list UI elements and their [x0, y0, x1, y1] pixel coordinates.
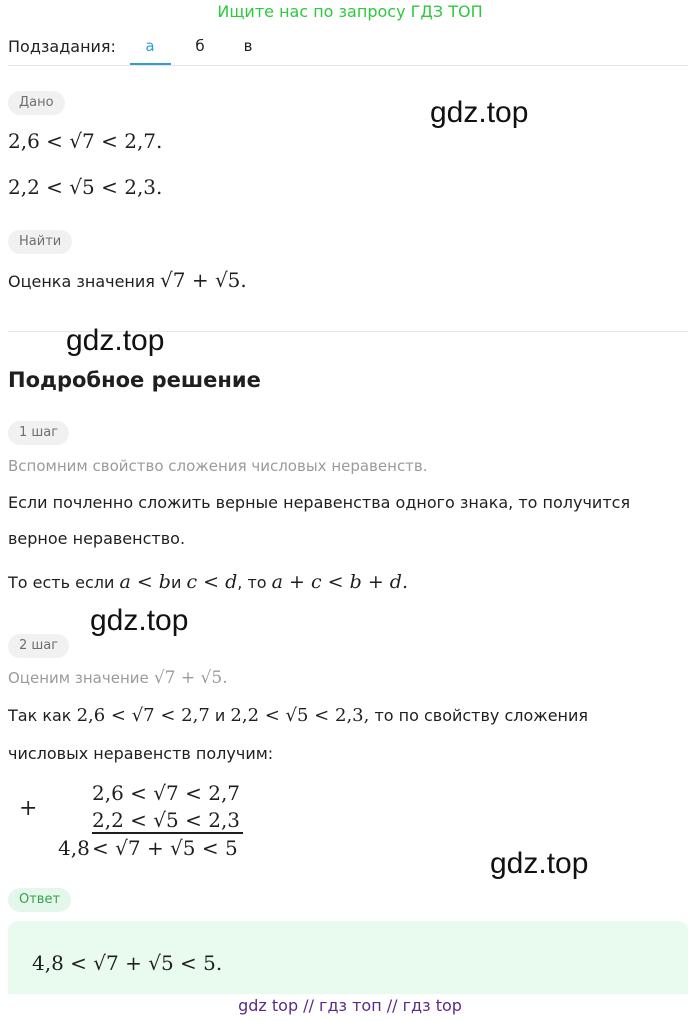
- rule-prefix: То есть если: [8, 573, 115, 592]
- tab-b[interactable]: б: [195, 37, 205, 55]
- tabs-divider: [8, 65, 688, 66]
- sum-plus-sign: +: [19, 796, 38, 821]
- answer-chip: Ответ: [8, 888, 71, 912]
- step-2-hint-expression: √7 + √5.: [153, 668, 228, 688]
- step-2-hint: [8, 668, 228, 688]
- sum-row-2: 2,2 < √5 < 2,3: [92, 808, 241, 832]
- tab-a[interactable]: а: [145, 37, 155, 55]
- solution-heading: Подробное решение: [8, 368, 261, 392]
- rule-then: , то: [237, 573, 267, 592]
- rule-and: и: [170, 573, 182, 592]
- given-inequality-1: 2,6 < √7 < 2,7.: [8, 129, 163, 153]
- given-chip: Дано: [8, 91, 65, 115]
- conclusion-line-2: числовых неравенств получим:: [8, 744, 274, 763]
- tab-v[interactable]: в: [243, 37, 253, 55]
- conclusion-line-1: то по свойству сложения: [374, 706, 589, 725]
- find-chip: Найти: [8, 230, 72, 254]
- find-expression: √7 + √5.: [160, 268, 247, 292]
- since-inequality-1: 2,6 < √7 < 2,7: [76, 705, 210, 726]
- rule-result: a + c < b + d.: [271, 571, 409, 593]
- step-1-rule: [8, 571, 408, 593]
- since-text: Так как: [8, 706, 72, 725]
- since-inequality-2: 2,2 < √5 < 2,3,: [230, 705, 370, 726]
- footer-links[interactable]: gdz top // гдз топ // гдз top: [238, 996, 462, 1015]
- step-1-text-line-1: Если почленно сложить верные неравенства одного знака, то получится: [8, 493, 631, 512]
- rule-condition-1: a < b: [119, 571, 171, 593]
- step-2-since-line: [8, 705, 588, 726]
- step-1-text-line-2: верное неравенство.: [8, 529, 186, 548]
- rule-condition-2: c < d: [186, 571, 238, 593]
- sum-row-3-left: 4,8: [58, 836, 90, 860]
- step-1-chip: 1 шаг: [8, 421, 69, 445]
- answer-value: 4,8 < √7 + √5 < 5.: [32, 951, 223, 975]
- find-line: [8, 268, 247, 292]
- step-1-hint: Вспомним свойство сложения числовых неравенств.: [8, 457, 428, 475]
- sum-line: [92, 832, 243, 834]
- since-and: и: [214, 706, 226, 725]
- find-text: Оценка значения: [8, 272, 155, 291]
- watermark: gdz.top: [490, 847, 589, 880]
- given-inequality-2: 2,2 < √5 < 2,3.: [8, 175, 163, 199]
- step-2-hint-text: Оценим значение: [8, 669, 149, 687]
- sum-row-1: 2,6 < √7 < 2,7: [92, 781, 241, 805]
- sum-row-3-right: < √7 + √5 < 5: [92, 836, 238, 860]
- watermark: gdz.top: [66, 324, 165, 357]
- watermark: gdz.top: [90, 604, 189, 637]
- search-banner: Ищите нас по запросу ГДЗ ТОП: [217, 2, 483, 21]
- step-2-chip: 2 шаг: [8, 634, 69, 658]
- watermark: gdz.top: [430, 96, 529, 129]
- subtasks-label: Подзадания:: [8, 37, 116, 56]
